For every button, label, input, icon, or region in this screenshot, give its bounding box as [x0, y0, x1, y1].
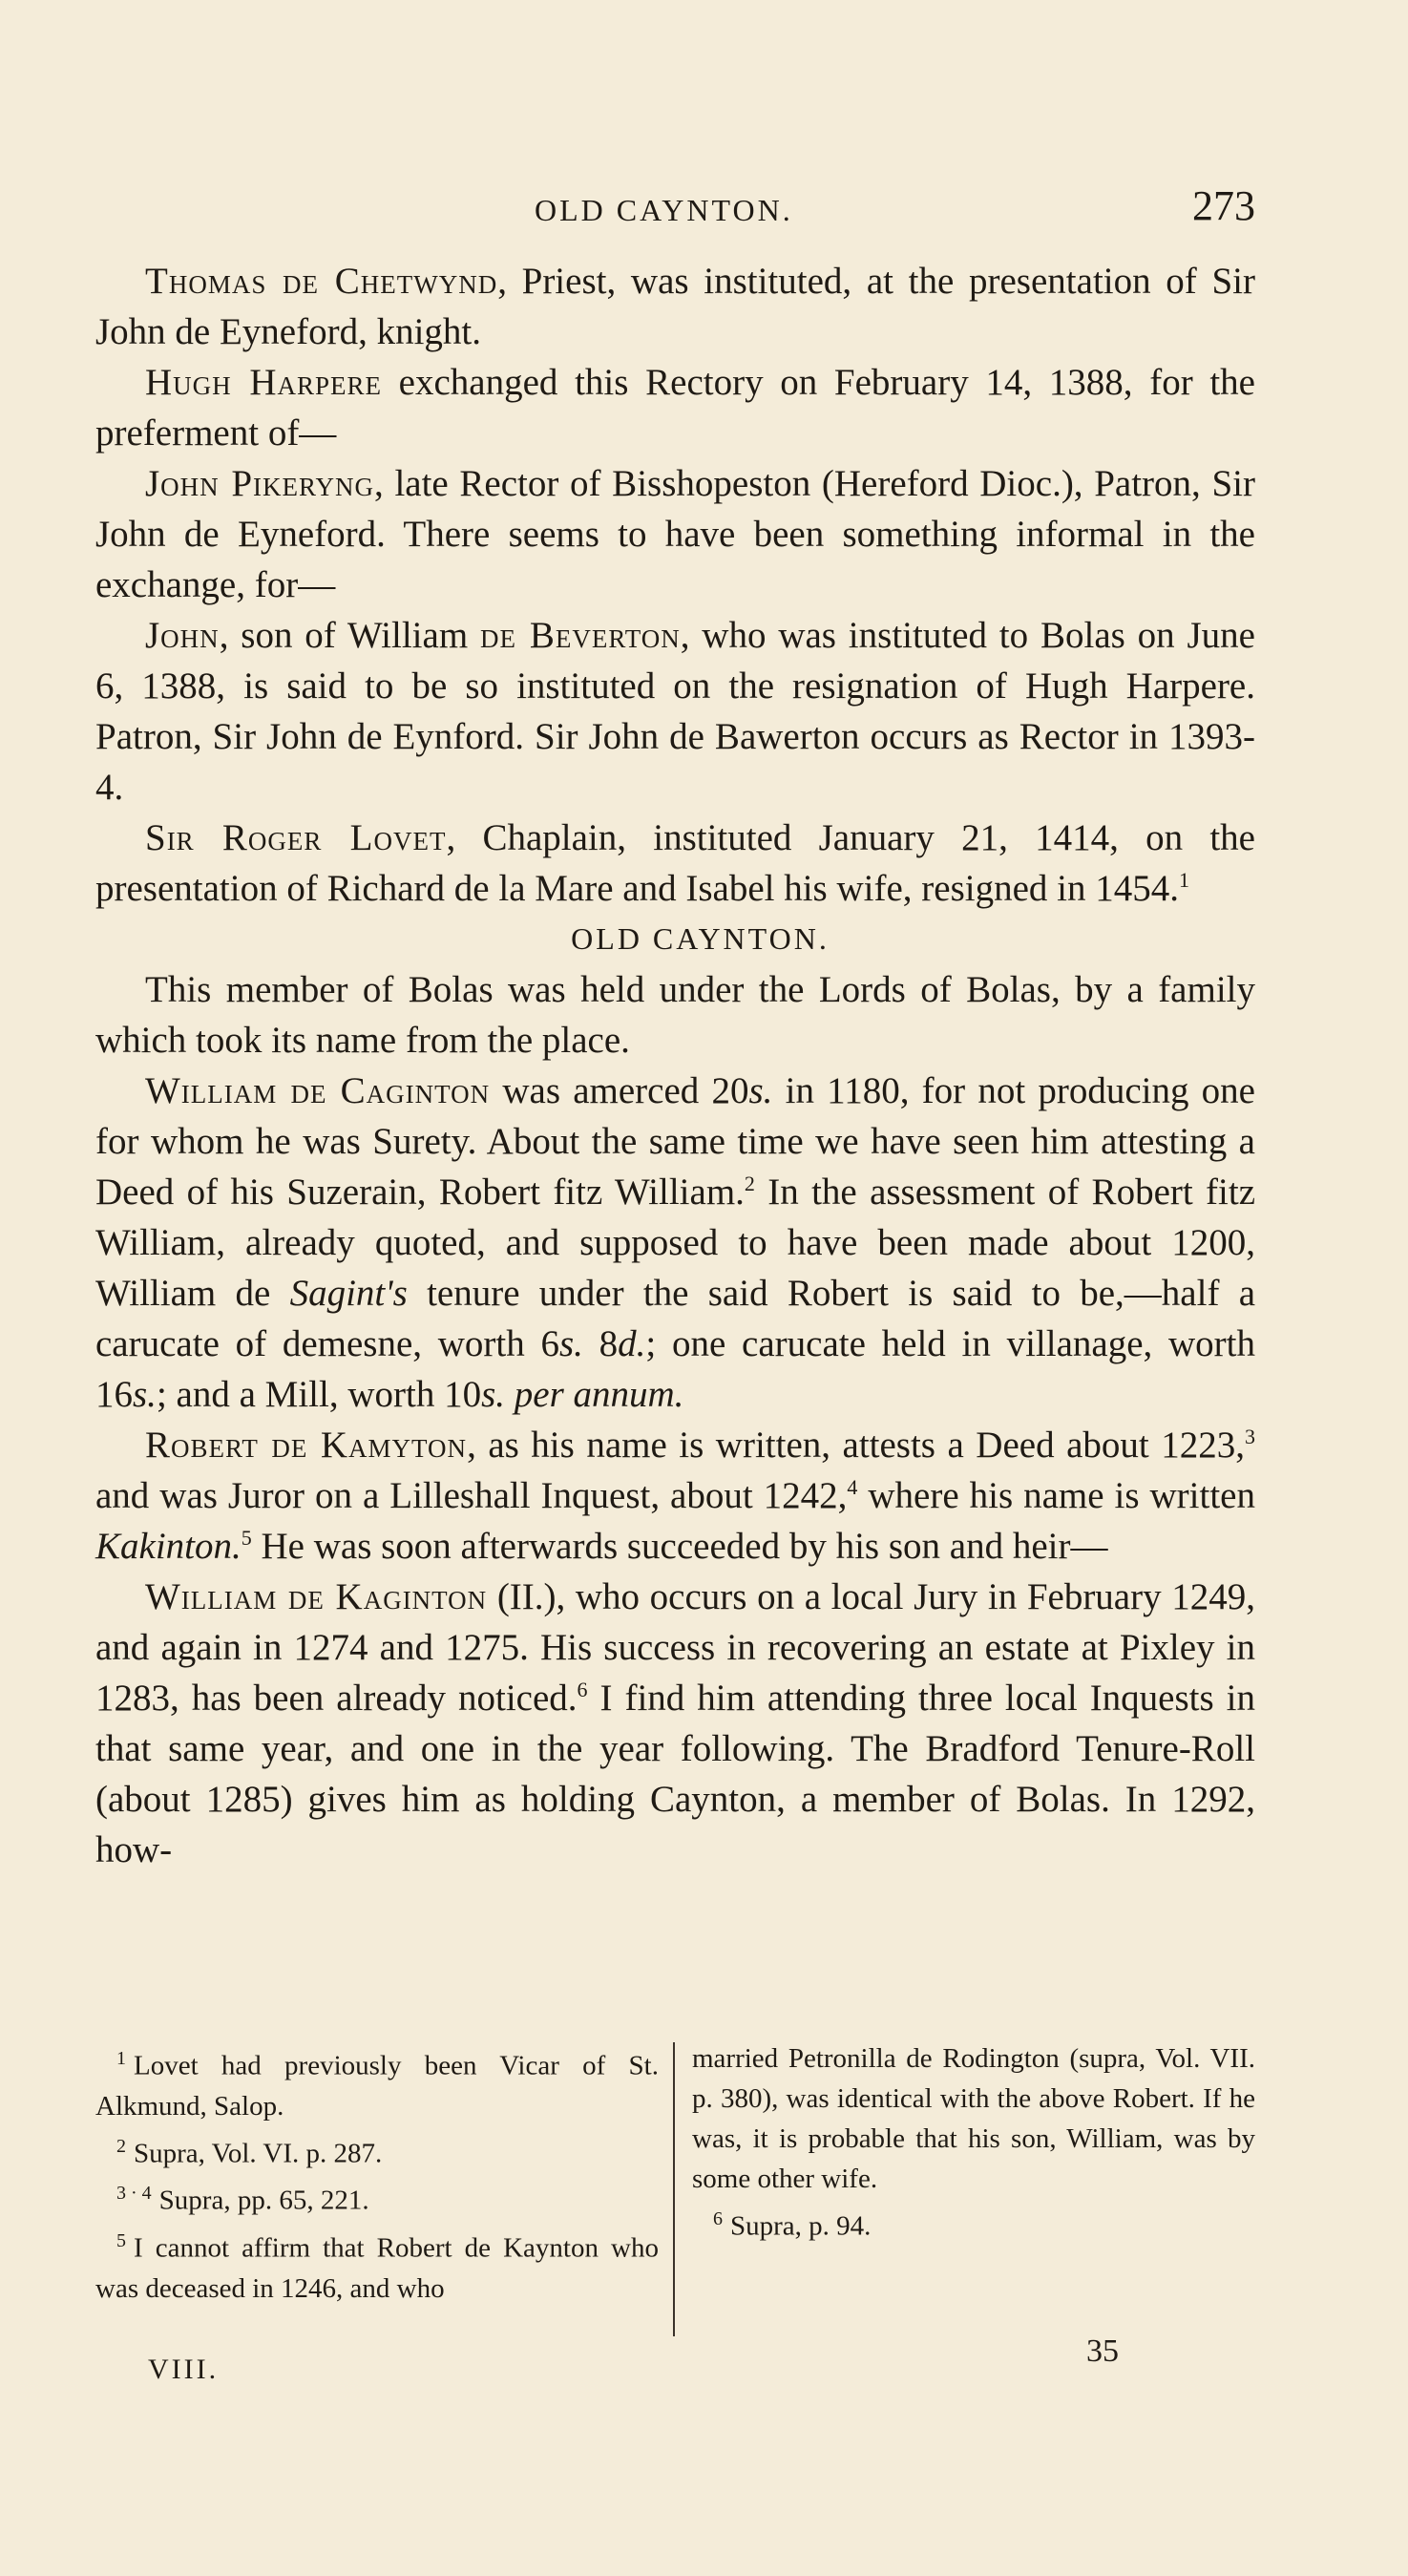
footnotes-left-column [95, 2038, 659, 2309]
section-title: OLD CAYNTON. [571, 921, 830, 956]
gathering-number: 35 [1086, 2333, 1119, 2369]
person-name: Thomas de Chetwynd [145, 261, 498, 302]
italic-text: s. [133, 1374, 157, 1415]
footnote [692, 2199, 1255, 2247]
footnote-text: Supra, p. 94. [730, 2210, 872, 2242]
person-name: Sir Roger Lovet [145, 817, 447, 858]
paragraph-text: , who was instituted to Bolas on June 6, 1388, is said to be so instituted on the resignation of Hugh Harpere. Patron, Sir John de Eynford. Sir John de Bawerton occurs as Rector in 1393-4. [95, 615, 1255, 808]
footnote-ref[interactable]: 6 [577, 1678, 588, 1701]
footnote-number: 6 [713, 2208, 723, 2229]
paragraph-text: in 1180, for not producing one for whom he was Surety. About the same time we have seen him attesting a Deed of his Suzerain, Robert fitz William. [95, 1070, 1255, 1213]
italic-text: s. [558, 1323, 583, 1364]
footnote-text: Lovet had previously been Vicar of St. Alkmund, Salop. [95, 2050, 659, 2122]
paragraph-caginton [95, 1066, 1255, 1420]
paragraph-text: and was Juror on a Lilleshall Inquest, about 1242, [95, 1475, 848, 1516]
paragraph-text: (II.), who occurs on a local Jury in February 1249, and again in 1274 and 1275. His success in recovering an estate at Pixley in 1283, has been already noticed. [95, 1576, 1255, 1719]
paragraph-pikeryng [95, 458, 1255, 610]
italic-text: Kakinton. [95, 1526, 242, 1567]
footnote-text: Supra, Vol. VI. p. 287. [134, 2138, 383, 2169]
paragraph-text: was amerced 20 [490, 1070, 749, 1111]
paragraph-text: exchanged this Rectory on February 14, 1388, for the preferment of— [95, 362, 1255, 454]
footnotes-right-column [692, 2038, 1255, 2247]
paragraph-text: tenure under the said Robert is said to be,—half a carucate of demesne, worth 6 [95, 1273, 1256, 1364]
footnote-number: 1 [116, 2048, 126, 2069]
running-title: OLD CAYNTON. [535, 193, 793, 227]
footnote-number: 5 [116, 2229, 126, 2251]
person-name: William de Caginton [145, 1070, 491, 1111]
paragraph-text: In the assessment of Robert fitz William, already quoted, and supposed to have been made about 1200, William de [95, 1172, 1256, 1314]
paragraph-text: , Chaplain, instituted January 21, 1414, on the presentation of Richard de la Mare and Isabel his wife, resigned in 1454. [95, 817, 1255, 909]
page-number: 273 [1192, 182, 1255, 229]
paragraph-text: , as his name is written, attests a Deed about 1223, [467, 1425, 1245, 1466]
paragraph-kamyton [95, 1420, 1255, 1572]
footnote-ref[interactable]: 5 [241, 1526, 252, 1550]
footnote-ref[interactable]: 3 [1244, 1425, 1255, 1448]
signature-mark: VIII. [148, 2354, 220, 2385]
paragraph-member [95, 964, 1255, 1066]
person-name: John [145, 615, 220, 656]
paragraph-chetwynd [95, 256, 1255, 357]
page-header [0, 181, 1408, 239]
person-name: John Pikeryng [145, 463, 375, 504]
footnote-number: 2 [116, 2135, 126, 2157]
footnote-text: I cannot affirm that Robert de Kaynton who was deceased in 1246, and who [95, 2232, 659, 2304]
paragraph-text: This member of Bolas was held under the Lords of Bolas, by a family which took its name from the place. [95, 969, 1255, 1061]
italic-text: s. per annum. [481, 1374, 684, 1415]
paragraph-lovet [95, 813, 1255, 914]
paragraph-text: I find him attending three local Inquests in that same year, and one in the year following. The Bradford Tenure-Roll (about 1285) gives him as holding Caynton, a member of Bolas. In 1292, how- [95, 1678, 1255, 1870]
italic-text: s. [748, 1070, 773, 1111]
person-name: William de Kaginton [145, 1576, 488, 1617]
paragraph-text: , Priest, was instituted, at the presentation of Sir John de Eyneford, knight. [95, 261, 1255, 352]
paragraph-text: He was soon afterwards succeeded by his son and heir— [251, 1526, 1108, 1567]
column-divider [673, 2042, 675, 2336]
person-name: Hugh Harpere [145, 362, 383, 403]
footnote [95, 2126, 659, 2174]
footnote-continuation: married Petronilla de Rodington (supra, Vol. VII. p. 380), was identical with the above Robert. If he was, it is probable that his son, William, was by some other wife. [692, 2043, 1255, 2194]
italic-text: d. [618, 1323, 646, 1364]
footnote-number: 3 · 4 [116, 2183, 152, 2205]
paragraph-text: , son of William [219, 615, 480, 656]
footnote-ref[interactable]: 2 [744, 1172, 755, 1195]
paragraph-text: , late Rector of Bisshopeston (Hereford Dioc.), Patron, Sir John de Eyneford. There seems to have been something informal in the exchange, for— [95, 463, 1255, 605]
italic-text: Sagint's [289, 1273, 408, 1314]
paragraph-kaginton [95, 1572, 1255, 1875]
footnote [95, 2038, 659, 2126]
person-name: de Beverton [480, 615, 681, 656]
footnote-text: Supra, pp. 65, 221. [158, 2185, 369, 2216]
footnotes [95, 2038, 1255, 2344]
paragraph-text: ; and a Mill, worth 10 [156, 1374, 482, 1415]
paragraph-beverton [95, 610, 1255, 813]
paragraph-text: where his name is written [857, 1475, 1255, 1516]
footnote [95, 2221, 659, 2309]
body-text [95, 256, 1255, 1875]
person-name: Robert de Kamyton [145, 1425, 468, 1466]
footnote [95, 2173, 659, 2221]
footnote-ref[interactable]: 4 [847, 1475, 858, 1499]
footnote-ref[interactable]: 1 [1178, 868, 1189, 892]
paragraph-text: ; one carucate held in villanage, worth 16 [95, 1323, 1255, 1415]
paragraph-text: 8 [582, 1323, 619, 1364]
paragraph-harpere [95, 357, 1255, 458]
